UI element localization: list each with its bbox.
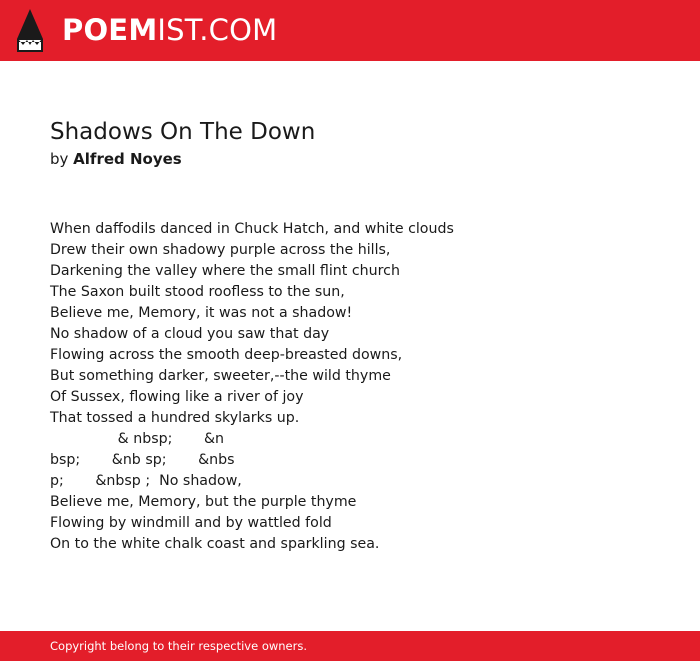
copyright-notice: Copyright belong to their respective owners. — [50, 639, 308, 653]
poem-line: No shadow of a cloud you saw that day — [50, 326, 330, 342]
poem-line: Drew their own shadowy purple across the hills, — [50, 242, 391, 258]
poem-line: bsp; &nb sp; &nbs — [50, 452, 235, 468]
poem-line: Believe me, Memory, it was not a shadow! — [50, 305, 353, 321]
poem-line: Flowing across the smooth deep-breasted downs, — [50, 347, 403, 363]
site-header — [0, 0, 700, 61]
poem-line: The Saxon built stood roofless to the sun, — [50, 284, 345, 300]
author-name: Alfred Noyes — [73, 150, 182, 168]
site-logo[interactable] — [62, 13, 277, 47]
poem-line: But something darker, sweeter,--the wild thyme — [50, 368, 391, 384]
poem-line: & nbsp; &n — [50, 431, 225, 447]
pencil-tip-icon[interactable] — [17, 9, 43, 52]
poem-line: On to the white chalk coast and sparkling sea. — [50, 536, 380, 552]
poem-line: p; &nbsp ; No shadow, — [50, 473, 242, 489]
poem-line: That tossed a hundred skylarks up. — [50, 410, 300, 426]
poem-body — [50, 219, 454, 555]
poem-line: Of Sussex, flowing like a river of joy — [50, 389, 304, 405]
poem-line: Believe me, Memory, but the purple thyme — [50, 494, 357, 510]
logo-brand-light: IST.COM — [157, 13, 278, 47]
poem-line: Flowing by windmill and by wattled fold — [50, 515, 332, 531]
byline — [50, 149, 182, 169]
poem-line: When daffodils danced in Chuck Hatch, and white clouds — [50, 221, 454, 237]
by-label: by — [50, 150, 74, 168]
poem-title: Shadows On The Down — [50, 119, 316, 145]
site-footer — [0, 631, 700, 661]
logo-brand-bold: POEM — [62, 13, 158, 47]
poem-line: Darkening the valley where the small flint church — [50, 263, 400, 279]
